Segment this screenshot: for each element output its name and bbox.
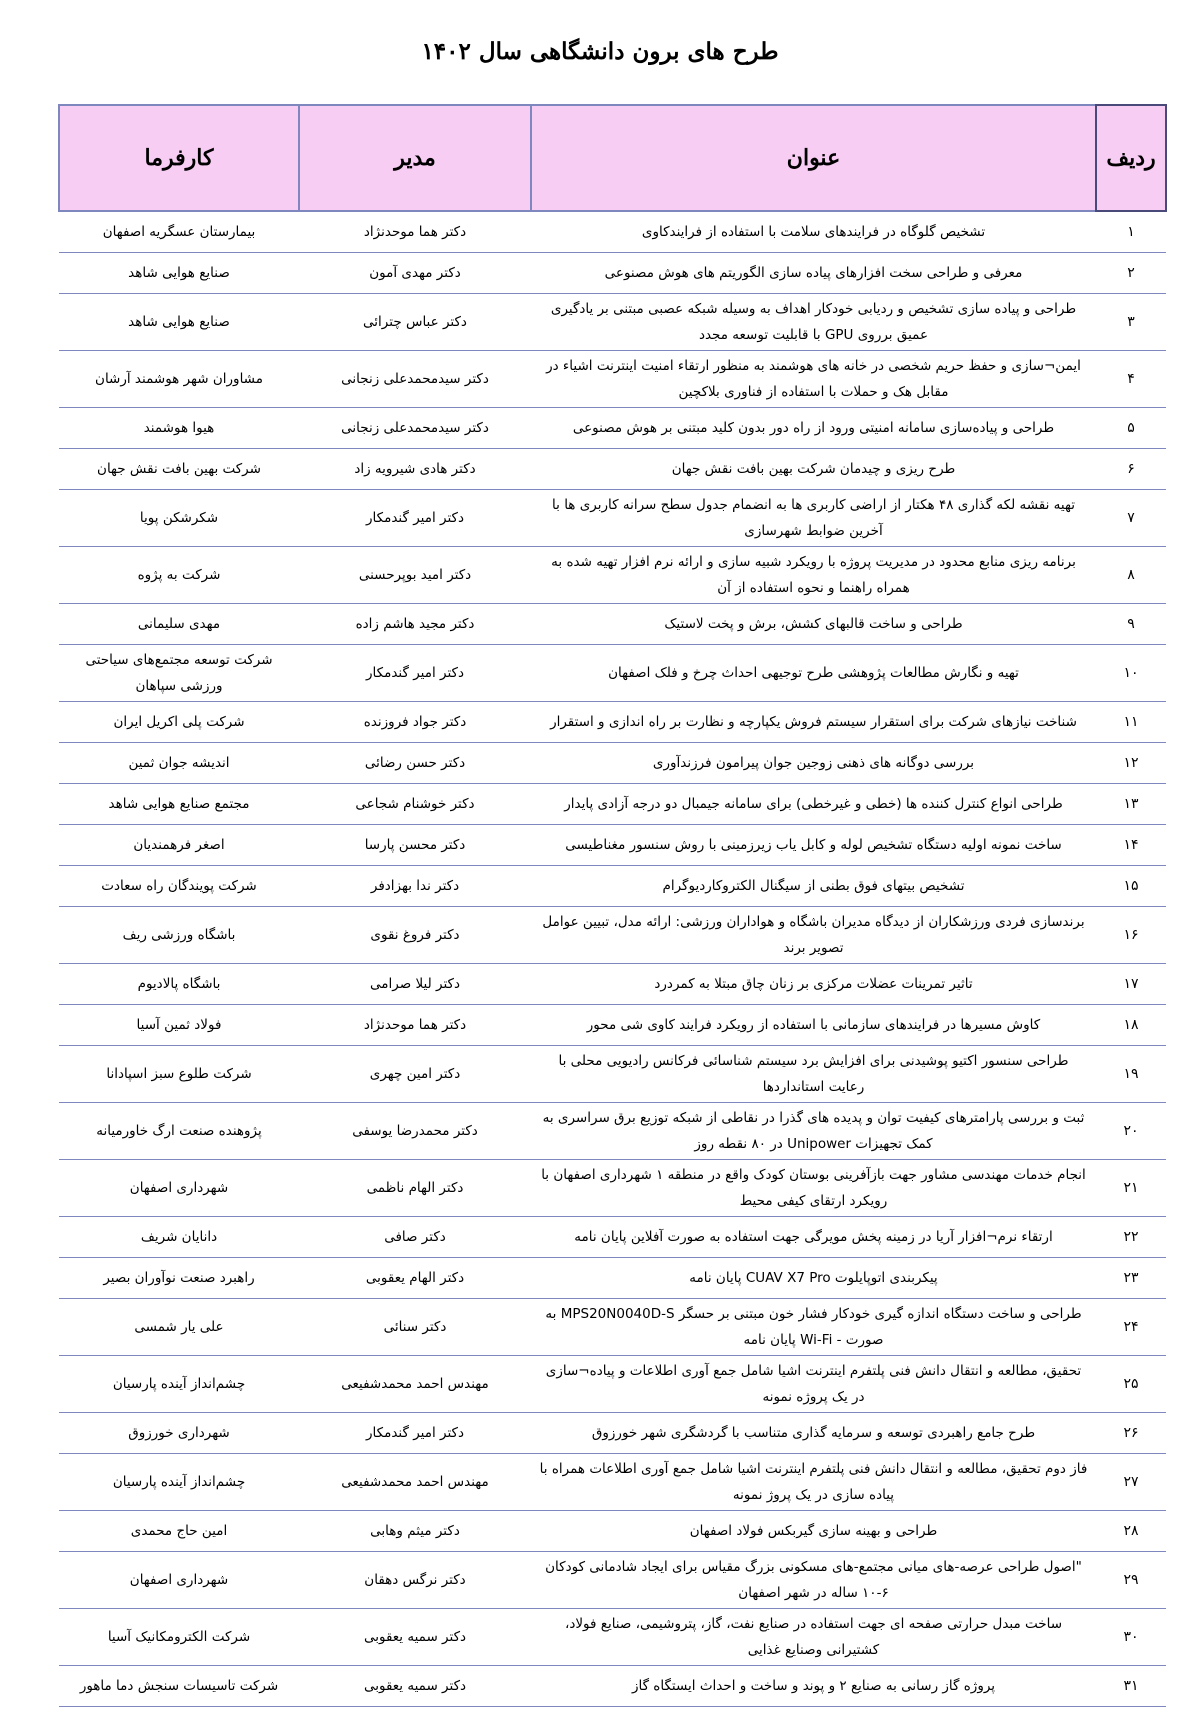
cell-employer: شرکت الکترومکانیک آسیا: [59, 1608, 299, 1665]
cell-radif: ۱۹: [1096, 1045, 1166, 1102]
cell-title: انجام خدمات مهندسی مشاور جهت بازآفرینی بوستان کودک واقع در منطقه ۱ شهرداری اصفهان با رویکرد ارتقای کیفی محیط: [531, 1159, 1096, 1216]
table-row: [59, 701, 1166, 742]
cell-title: تحقیق، مطالعه و انتقال دانش فنی پلتفرم اینترنت اشیا شامل جمع آوری اطلاعات و پیاده¬سازی در یک پروژه نمونه: [531, 1355, 1096, 1412]
cell-employer: شرکت به پژوه: [59, 546, 299, 603]
cell-manager: مهندس احمد محمدشفیعی: [299, 1453, 531, 1510]
table-row: [59, 293, 1166, 350]
cell-radif: ۳۰: [1096, 1608, 1166, 1665]
cell-manager: دکتر لیلا صرامی: [299, 963, 531, 1004]
table-row: [59, 1510, 1166, 1551]
cell-manager: دکتر مهدی آمون: [299, 252, 531, 293]
cell-title: تاثیر تمرینات عضلات مرکزی بر زنان چاق مبتلا به کمردرد: [531, 963, 1096, 1004]
cell-radif: ۸: [1096, 546, 1166, 603]
cell-title: بررسی دوگانه های ذهنی زوجین جوان پیرامون فرزندآوری: [531, 742, 1096, 783]
header-radif: ردیف: [1096, 105, 1166, 211]
table-row: [59, 546, 1166, 603]
cell-manager: دکتر امیر گندمکار: [299, 489, 531, 546]
table-row: [59, 783, 1166, 824]
cell-radif: ۲: [1096, 252, 1166, 293]
cell-radif: ۲۱: [1096, 1159, 1166, 1216]
cell-manager: دکتر عباس چترائی: [299, 293, 531, 350]
cell-employer: مشاوران شهر هوشمند آرشان: [59, 350, 299, 407]
cell-title: طراحی و ساخت قالبهای کشش، برش و پخت لاستیک: [531, 603, 1096, 644]
cell-title: تهیه نقشه لکه گذاری ۴۸ هکتار از اراضی کاربری ها به انضمام جدول سطح سرانه کاربری ها با آخرین ضوابط شهرسازی: [531, 489, 1096, 546]
cell-radif: ۱۱: [1096, 701, 1166, 742]
cell-manager: دکتر سیدمحمدعلی زنجانی: [299, 407, 531, 448]
table-row: [59, 1551, 1166, 1608]
cell-radif: ۲۹: [1096, 1551, 1166, 1608]
cell-radif: ۱۶: [1096, 906, 1166, 963]
cell-employer: هیوا هوشمند: [59, 407, 299, 448]
cell-employer: چشم‌انداز آینده پارسیان: [59, 1453, 299, 1510]
cell-employer: بیمارستان عسگریه اصفهان: [59, 211, 299, 252]
cell-radif: ۱۴: [1096, 824, 1166, 865]
cell-employer: اندیشه جوان ثمین: [59, 742, 299, 783]
cell-radif: ۱۰: [1096, 644, 1166, 701]
cell-manager: دکتر سیدمحمدعلی زنجانی: [299, 350, 531, 407]
cell-manager: مهندس احمد محمدشفیعی: [299, 1355, 531, 1412]
cell-employer: باشگاه ورزشی ریف: [59, 906, 299, 963]
cell-radif: ۹: [1096, 603, 1166, 644]
cell-manager: دکتر امین چهری: [299, 1045, 531, 1102]
table-row: [59, 1298, 1166, 1355]
cell-title: معرفی و طراحی سخت افزارهای پیاده سازی الگوریتم های هوش مصنوعی: [531, 252, 1096, 293]
table-row: [59, 1665, 1166, 1706]
cell-manager: دکتر محمدرضا یوسفی: [299, 1102, 531, 1159]
cell-title: "اصول طراحی عرصه-های میانی مجتمع-های مسکونی بزرگ مقیاس برای ایجاد شادمانی کودکان ۶-۱۰ ساله در شهر اصفهان: [531, 1551, 1096, 1608]
cell-employer: شهرداری اصفهان: [59, 1159, 299, 1216]
cell-employer: امین حاج محمدی: [59, 1510, 299, 1551]
page-title: طرح های برون دانشگاهی سال ۱۴۰۲: [421, 38, 779, 65]
header-row: [59, 105, 1166, 211]
table-row: [59, 1004, 1166, 1045]
cell-employer: مهدی سلیمانی: [59, 603, 299, 644]
cell-employer: شهرداری خورزوق: [59, 1412, 299, 1453]
cell-radif: ۶: [1096, 448, 1166, 489]
cell-manager: دکتر نرگس دهقان: [299, 1551, 531, 1608]
header-title: عنوان: [531, 105, 1096, 211]
cell-title: ساخت مبدل حرارتی صفحه ای جهت استفاده در صنایع نفت، گاز، پتروشیمی، صنایع فولاد، کشتیرانی وصنایع غذایی: [531, 1608, 1096, 1665]
table-row: [59, 1159, 1166, 1216]
cell-title: شناخت نیازهای شرکت برای استقرار سیستم فروش یکپارچه و نظارت بر راه اندازی و استقرار: [531, 701, 1096, 742]
cell-manager: دکتر مجید هاشم زاده: [299, 603, 531, 644]
cell-manager: دکتر خوشنام شجاعی: [299, 783, 531, 824]
cell-employer: شرکت پلی اکریل ایران: [59, 701, 299, 742]
cell-manager: دکتر سمیه یعقوبی: [299, 1608, 531, 1665]
projects-table: [58, 104, 1167, 1707]
table-row: [59, 1412, 1166, 1453]
cell-manager: دکتر فروغ نقوی: [299, 906, 531, 963]
cell-radif: ۲۶: [1096, 1412, 1166, 1453]
cell-title: ساخت نمونه اولیه دستگاه تشخیص لوله و کابل یاب زیرزمینی با روش سنسور مغناطیسی: [531, 824, 1096, 865]
table-row: [59, 1453, 1166, 1510]
cell-title: پروژه گاز رسانی به صنایع ۲ و پوند و ساخت و احداث ایستگاه گاز: [531, 1665, 1096, 1706]
cell-title: طراحی و بهینه سازی گیربکس فولاد اصفهان: [531, 1510, 1096, 1551]
cell-radif: ۱: [1096, 211, 1166, 252]
cell-employer: باشگاه پالادیوم: [59, 963, 299, 1004]
cell-title: فاز دوم تحقیق، مطالعه و انتقال دانش فنی پلتفرم اینترنت اشیا شامل جمع آوری اطلاعات همراه با پیاده سازی در یک پروژ نمونه: [531, 1453, 1096, 1510]
table-row: [59, 489, 1166, 546]
cell-title: تشخیص گلوگاه در فرایندهای سلامت با استفاده از فرایندکاوی: [531, 211, 1096, 252]
cell-manager: دکتر هما موحدنژاد: [299, 1004, 531, 1045]
cell-title: طراحی سنسور اکتیو پوشیدنی برای افزایش برد سیستم شناسائی فرکانس رادیویی محلی با رعایت استانداردها: [531, 1045, 1096, 1102]
cell-employer: صنایع هوایی شاهد: [59, 252, 299, 293]
table-body: [59, 211, 1166, 1706]
cell-employer: شرکت بهین بافت نقش جهان: [59, 448, 299, 489]
cell-radif: ۳: [1096, 293, 1166, 350]
cell-radif: ۲۵: [1096, 1355, 1166, 1412]
cell-title: کاوش مسیرها در فرایندهای سازمانی با استفاده از رویکرد فرایند کاوی شی محور: [531, 1004, 1096, 1045]
cell-radif: ۳۱: [1096, 1665, 1166, 1706]
cell-title: ایمن¬سازی و حفظ حریم شخصی در خانه های هوشمند به منظور ارتقاء امنیت اینترنت اشیاء در مقابل هک و حملات با استفاده از فناوری بلاکچین: [531, 350, 1096, 407]
table-row: [59, 644, 1166, 701]
cell-title: برنامه ریزی منابع محدود در مدیریت پروژه با رویکرد شبیه سازی و ارائه نرم افزار تهیه شده به همراه راهنما و نحوه استفاده از آن: [531, 546, 1096, 603]
cell-employer: مجتمع صنایع هوایی شاهد: [59, 783, 299, 824]
table-row: [59, 1257, 1166, 1298]
table-row: [59, 1608, 1166, 1665]
cell-radif: ۱۸: [1096, 1004, 1166, 1045]
cell-manager: دکتر هما موحدنژاد: [299, 211, 531, 252]
cell-title: ثبت و بررسی پارامترهای کیفیت توان و پدیده های گذرا در نقاطی از شبکه توزیع برق سراسری به کمک تجهیزات Unipower در ۸۰ نقطه روز: [531, 1102, 1096, 1159]
table-row: [59, 1045, 1166, 1102]
table-row: [59, 824, 1166, 865]
cell-title: طراحی و پیاده سازی تشخیص و ردیابی خودکار اهداف به وسیله شبکه عصبی مبتنی بر یادگیری عمیق برروی GPU با قابلیت توسعه مجدد: [531, 293, 1096, 350]
table-row: [59, 211, 1166, 252]
table-row: [59, 865, 1166, 906]
cell-employer: پژوهنده صنعت ارگ خاورمیانه: [59, 1102, 299, 1159]
cell-radif: ۲۴: [1096, 1298, 1166, 1355]
cell-radif: ۲۳: [1096, 1257, 1166, 1298]
cell-employer: راهبرد صنعت نوآوران بصیر: [59, 1257, 299, 1298]
table-row: [59, 906, 1166, 963]
cell-radif: ۲۸: [1096, 1510, 1166, 1551]
table-row: [59, 1216, 1166, 1257]
cell-title: طرح جامع راهبردی توسعه و سرمایه گذاری متناسب با گردشگری شهر خورزوق: [531, 1412, 1096, 1453]
cell-employer: علی یار شمسی: [59, 1298, 299, 1355]
cell-radif: ۷: [1096, 489, 1166, 546]
cell-title: ارتقاء نرم¬افزار آریا در زمینه پخش مویرگی جهت استفاده به صورت آفلاین پایان نامه: [531, 1216, 1096, 1257]
cell-radif: ۲۲: [1096, 1216, 1166, 1257]
cell-manager: دکتر ندا بهزادفر: [299, 865, 531, 906]
cell-title: تشخیص بیتهای فوق بطنی از سیگنال الکتروکاردیوگرام: [531, 865, 1096, 906]
table-row: [59, 407, 1166, 448]
cell-radif: ۱۲: [1096, 742, 1166, 783]
cell-manager: دکتر امیر گندمکار: [299, 644, 531, 701]
cell-manager: دکتر هادی شیرویه زاد: [299, 448, 531, 489]
cell-radif: ۵: [1096, 407, 1166, 448]
header-manager: مدیر: [299, 105, 531, 211]
table-row: [59, 1102, 1166, 1159]
cell-manager: دکتر صافی: [299, 1216, 531, 1257]
cell-radif: ۱۵: [1096, 865, 1166, 906]
cell-title: طرح ریزی و چیدمان شرکت بهین بافت نقش جهان: [531, 448, 1096, 489]
cell-radif: ۱۷: [1096, 963, 1166, 1004]
cell-manager: دکتر حسن رضائی: [299, 742, 531, 783]
cell-title: برندسازی فردی ورزشکاران از دیدگاه مدیران باشگاه و هواداران ورزشی: ارائه مدل، تبیین عوامل تصویر برند: [531, 906, 1096, 963]
cell-manager: دکتر الهام یعقوبی: [299, 1257, 531, 1298]
table-row: [59, 742, 1166, 783]
cell-radif: ۱۳: [1096, 783, 1166, 824]
cell-employer: شهرداری اصفهان: [59, 1551, 299, 1608]
cell-employer: دانایان شریف: [59, 1216, 299, 1257]
table-row: [59, 448, 1166, 489]
cell-employer: شرکت طلوع سبز اسپادانا: [59, 1045, 299, 1102]
cell-manager: دکتر محسن پارسا: [299, 824, 531, 865]
table-row: [59, 603, 1166, 644]
cell-manager: دکتر سنائی: [299, 1298, 531, 1355]
table-row: [59, 350, 1166, 407]
cell-employer: چشم‌انداز آینده پارسیان: [59, 1355, 299, 1412]
cell-radif: ۲۰: [1096, 1102, 1166, 1159]
cell-title: پیکربندی اتوپایلوت CUAV X7 Pro پایان نامه: [531, 1257, 1096, 1298]
cell-manager: دکتر امید بوپرحسنی: [299, 546, 531, 603]
cell-radif: ۲۷: [1096, 1453, 1166, 1510]
table-row: [59, 252, 1166, 293]
cell-employer: شکرشکن پویا: [59, 489, 299, 546]
cell-manager: دکتر امیر گندمکار: [299, 1412, 531, 1453]
cell-manager: دکتر سمیه یعقوبی: [299, 1665, 531, 1706]
cell-employer: اصغر فرهمندیان: [59, 824, 299, 865]
cell-title: طراحی انواع کنترل کننده ها (خطی و غیرخطی) برای سامانه جیمبال دو درجه آزادی پایدار: [531, 783, 1096, 824]
cell-title: تهیه و نگارش مطالعات پژوهشی طرح توجیهی احداث چرخ و فلک اصفهان: [531, 644, 1096, 701]
cell-radif: ۴: [1096, 350, 1166, 407]
table-row: [59, 1355, 1166, 1412]
cell-manager: دکتر الهام ناظمی: [299, 1159, 531, 1216]
cell-manager: دکتر میثم وهابی: [299, 1510, 531, 1551]
cell-manager: دکتر جواد فروزنده: [299, 701, 531, 742]
header-employer: کارفرما: [59, 105, 299, 211]
cell-employer: فولاد ثمین آسیا: [59, 1004, 299, 1045]
cell-title: طراحی و ساخت دستگاه اندازه گیری خودکار فشار خون مبتنی بر حسگر MPS20N0040D-S به صورت - Wi-Fi پایان نامه: [531, 1298, 1096, 1355]
cell-employer: شرکت توسعه مجتمع‌های سیاحتی ورزشی سپاهان: [59, 644, 299, 701]
cell-title: طراحی و پیاده‌سازی سامانه امنیتی ورود از راه دور بدون کلید مبتنی بر هوش مصنوعی: [531, 407, 1096, 448]
cell-employer: شرکت تاسیسات سنجش دما ماهور: [59, 1665, 299, 1706]
cell-employer: صنایع هوایی شاهد: [59, 293, 299, 350]
table-row: [59, 963, 1166, 1004]
cell-employer: شرکت پویندگان راه سعادت: [59, 865, 299, 906]
